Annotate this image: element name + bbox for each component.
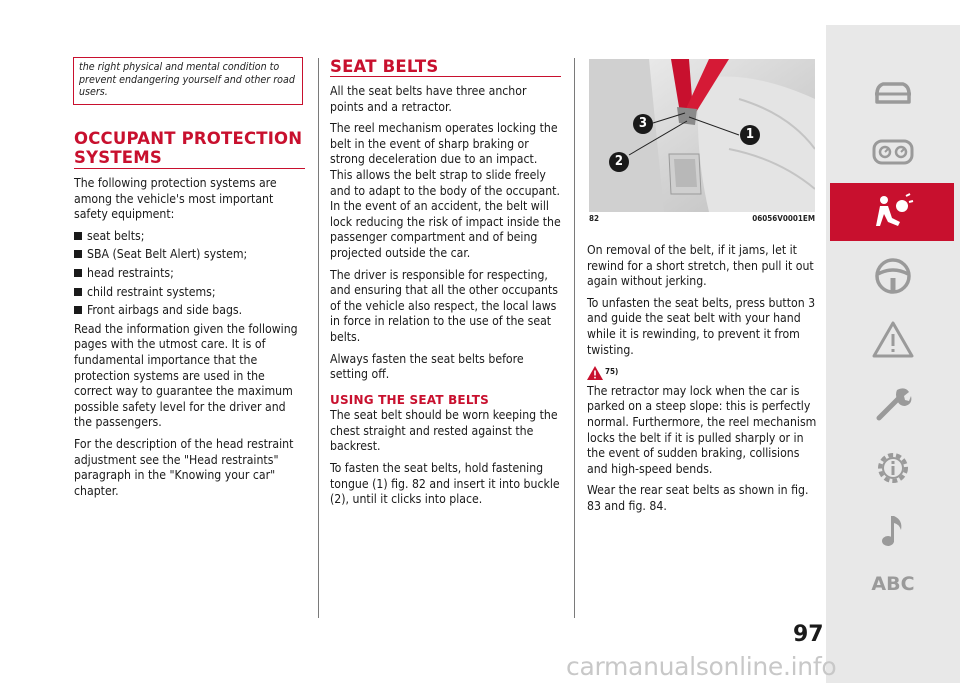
col3-paragraph: On removal of the belt, if it jams, let it rewind for a short stretch, then pull it out again without jerking. (587, 243, 814, 289)
list-item: Front airbags and side bags. (74, 303, 306, 319)
sidebar-item-maintenance[interactable] (856, 379, 930, 429)
figure-caption (589, 214, 815, 223)
col2-paragraph: The seat belt should be worn keeping the chest straight and rested against the backrest. (330, 408, 558, 454)
sidebar-item-driving[interactable] (856, 251, 930, 301)
subheading-using-seat-belts: USING THE SEAT BELTS (330, 392, 489, 407)
music-note-icon (871, 510, 915, 550)
list-item: seat belts; (74, 229, 306, 245)
col2-paragraph: To fasten the seat belts, hold fastening tongue (1) fig. 82 and insert it into buckle (2), until it clicks into place. (330, 461, 560, 507)
sidebar-item-technical[interactable] (856, 443, 930, 493)
airbag-safety-icon (870, 192, 914, 232)
heading-occupant-line2: SYSTEMS (74, 148, 162, 167)
column-1 (74, 176, 306, 505)
col2-paragraph: All the seat belts have three anchor points and a retractor. (330, 84, 527, 114)
column-2 (330, 84, 562, 514)
steering-wheel-icon (871, 256, 915, 296)
column-divider (318, 58, 319, 618)
page-number: 97 (793, 622, 824, 647)
heading-occupant-line1: OCCUPANT PROTECTION (74, 129, 303, 148)
bullet-icon (74, 232, 82, 240)
sidebar-item-car[interactable] (856, 67, 930, 117)
col1-paragraph: Read the information given the following pages with the utmost care. It is of fundamental importance that the protection systems are used in the correct way to guarantee the maximum possible safety level for the driver and the passengers. (74, 321, 298, 430)
column-3 (587, 243, 819, 521)
wrench-icon (871, 384, 915, 424)
dashboard-icon (871, 132, 915, 172)
abc-index-label: ABC (871, 573, 915, 595)
sidebar-item-safety[interactable] (830, 183, 954, 241)
bullet-icon (74, 269, 82, 277)
col1-paragraph: For the description of the head restraint adjustment see the "Head restraints" paragraph in the "Knowing your car" chapter. (74, 436, 294, 498)
col3-paragraph: Wear the rear seat belts as shown in fig. 83 and fig. 84. (587, 483, 809, 513)
list-item: child restraint systems; (74, 285, 306, 301)
warning-triangle-icon (871, 320, 915, 360)
col1-intro: The following protection systems are among the vehicle's most important safety equipment: (74, 176, 277, 222)
chapter-sidebar (826, 25, 960, 683)
list-item: SBA (Seat Belt Alert) system; (74, 247, 306, 263)
list-item: head restraints; (74, 266, 306, 282)
sidebar-item-index[interactable] (856, 559, 930, 609)
callout-2: 2 (609, 152, 629, 172)
col3-paragraph: To unfasten the seat belts, press button 3 and guide the seat belt with your hand while it is rewinding, to prevent it from twisting. (587, 295, 816, 357)
col2-paragraph: The reel mechanism operates locking the belt in the event of sharp braking or strong deceleration due to an impact. This allows the belt strap to slide freely and to adapt to the body of the occupant. In the event of an accident, the belt will lock reducing the risk of impact inside the passenger compartment and of being projected outside the car. (330, 121, 561, 260)
figure-code: 06056V0001EM (752, 214, 815, 223)
heading-rule (330, 76, 561, 77)
col3-paragraph: The retractor may lock when the car is parked on a steep slope: this is perfectly normal. Furthermore, the reel mechanism locks the belt if it is pulled sharply or in the event of sudden braking, collisions and high-speed bends. (587, 383, 817, 476)
sidebar-item-dashboard[interactable] (856, 127, 930, 177)
sidebar-item-multimedia[interactable] (856, 505, 930, 555)
bullet-icon (74, 250, 82, 258)
bullet-icon (74, 306, 82, 314)
bullet-icon (74, 288, 82, 296)
sidebar-item-emergency[interactable] (856, 315, 930, 365)
col2-paragraph: Always fasten the seat belts before setting off. (330, 351, 524, 382)
warning-reference[interactable] (587, 364, 819, 380)
note-text: the right physical and mental condition to prevent endangering yourself and other road users. (79, 61, 295, 99)
watermark: carmanualsonline.info (566, 652, 837, 681)
heading-seat-belts: SEAT BELTS (330, 57, 439, 76)
column-divider (574, 58, 575, 618)
warning-ref-label: 75) (605, 367, 619, 377)
warning-triangle-icon (587, 366, 603, 380)
col2-paragraph: The driver is responsible for respecting, and ensuring that all the other occupants of the vehicle also respect, the local laws in force in relation to the use of the seat belts. (330, 267, 558, 344)
callout-1: 1 (740, 125, 760, 145)
seat-belt-illustration (589, 59, 815, 212)
callout-3: 3 (633, 114, 653, 134)
seat-belt-figure (589, 59, 815, 212)
figure-number: 82 (589, 214, 600, 223)
heading-rule (74, 168, 305, 169)
car-icon (871, 72, 915, 112)
gear-info-icon (871, 448, 915, 488)
